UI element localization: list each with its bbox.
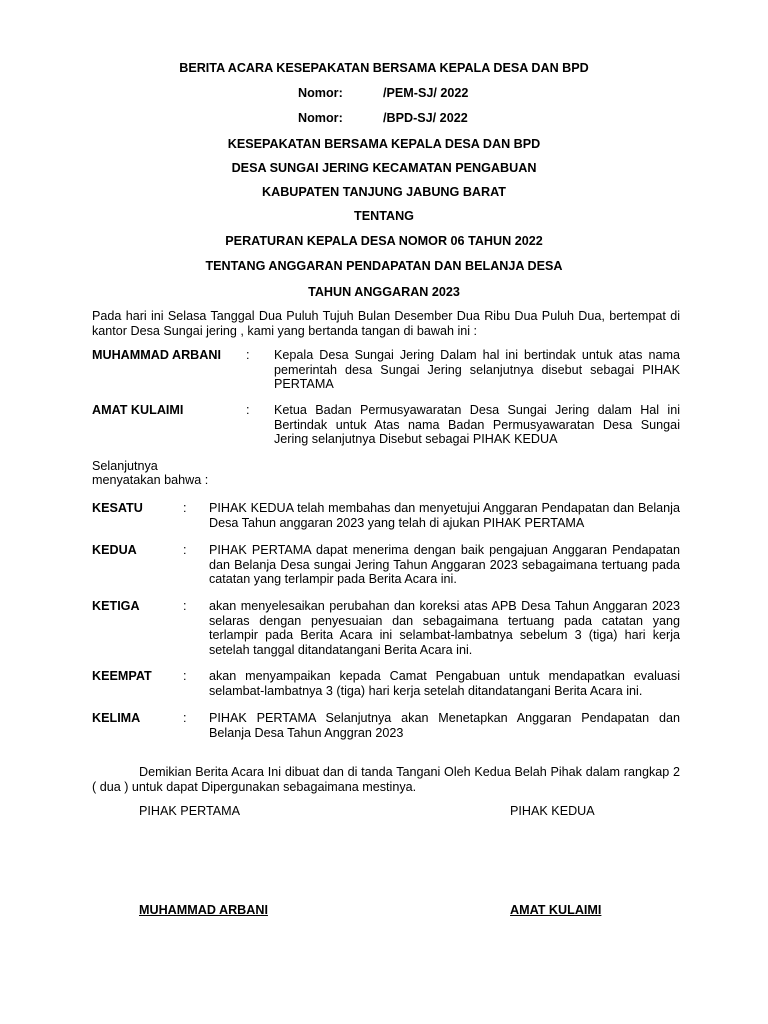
article-text-ketiga: akan menyelesaikan perubahan dan koreksi atas APB Desa Tahun Anggaran 2023 selaras dengan penyesuaian dan sebagaimana tertuang pada catatan yang terlampir pada Berita Acara ini selambat-lambatnya sebelum 3 (tiga) hari kerja setelah tanggal ditandatangani Berita Acara ini. — [209, 599, 680, 657]
article-label-kelima: KELIMA — [92, 711, 141, 725]
party-desc-first: Kepala Desa Sungai Jering Dalam hal ini bertindak untuk atas nama pemerintah desa Sungai Jering selanjutnya disebut sebagai PIHAK PERTAMA — [274, 348, 680, 391]
party-name-second: AMAT KULAIMI — [92, 403, 184, 417]
article-label-kesatu: KESATU — [92, 501, 143, 515]
header-line: DESA SUNGAI JERING KECAMATAN PENGABUAN — [231, 161, 537, 175]
article-label-kedua: KEDUA — [92, 543, 137, 557]
article-label-keempat: KEEMPAT — [92, 669, 152, 683]
transition-line-2: menyatakan bahwa : — [92, 473, 209, 487]
nomor-label-2: Nomor: — [298, 111, 343, 125]
header-line: KABUPATEN TANJUNG JABUNG BARAT — [262, 185, 506, 199]
party-desc-second: Ketua Badan Permusyawaratan Desa Sungai Jering dalam Hal ini Bertindak untuk Atas nama Badan Permusyawaratan Desa Sungai Jering selanjutnya Disebut sebagai PIHAK KEDUA — [274, 403, 680, 446]
signature-title-right: PIHAK KEDUA — [510, 804, 595, 818]
article-label-ketiga: KETIGA — [92, 599, 140, 613]
article-colon: : — [183, 501, 187, 515]
transition-line-1: Selanjutnya — [92, 459, 158, 473]
header-line: PERATURAN KEPALA DESA NOMOR 06 TAHUN 2022 — [225, 234, 543, 248]
article-text-keempat: akan menyampaikan kepada Camat Pengabuan untuk mendapatkan evaluasi selambat-lambatnya 3 (tiga) hari kerja setelah ditandatangani Berita Acara ini. — [209, 669, 680, 698]
closing-paragraph: Demikian Berita Acara Ini dibuat dan di tanda Tangani Oleh Kedua Belah Pihak dalam rangkap 2 ( dua ) untuk dapat Dipergunakan sebagaimana mestinya. — [92, 765, 680, 794]
nomor-label-1: Nomor: — [298, 86, 343, 100]
signature-name-left: MUHAMMAD ARBANI — [139, 903, 268, 917]
signature-title-left: PIHAK PERTAMA — [139, 804, 241, 818]
party-name-first: MUHAMMAD ARBANI — [92, 348, 221, 362]
article-colon: : — [183, 543, 187, 557]
nomor-value-2: /BPD-SJ/ 2022 — [383, 111, 468, 125]
article-colon: : — [183, 669, 187, 683]
article-colon: : — [183, 711, 187, 725]
header-line: TAHUN ANGGARAN 2023 — [308, 285, 460, 299]
party-colon: : — [246, 403, 250, 417]
header-line: KESEPAKATAN BERSAMA KEPALA DESA DAN BPD — [227, 137, 541, 151]
intro-paragraph: Pada hari ini Selasa Tanggal Dua Puluh Tujuh Bulan Desember Dua Ribu Dua Puluh Dua, bertempat di kantor Desa Sungai jering , kami yang bertanda tangan di bawah ini : — [92, 309, 680, 338]
party-colon: : — [246, 348, 250, 362]
article-colon: : — [183, 599, 187, 613]
article-text-kesatu: PIHAK KEDUA telah membahas dan menyetujui Anggaran Pendapatan dan Belanja Desa Tahun anggaran 2023 yang telah di ajukan PIHAK PERTAMA — [209, 501, 680, 530]
nomor-value-1: /PEM-SJ/ 2022 — [383, 86, 469, 100]
signature-name-right: AMAT KULAIMI — [510, 903, 602, 917]
document-title: BERITA ACARA KESEPAKATAN BERSAMA KEPALA DESA DAN BPD — [179, 61, 589, 75]
article-text-kelima: PIHAK PERTAMA Selanjutnya akan Menetapkan Anggaran Pendapatan dan Belanja Desa Tahun Anggran 2023 — [209, 711, 680, 740]
header-line: TENTANG — [354, 209, 414, 223]
header-line: TENTANG ANGGARAN PENDAPATAN DAN BELANJA DESA — [205, 259, 563, 273]
article-text-kedua: PIHAK PERTAMA dapat menerima dengan baik pengajuan Anggaran Pendapatan dan Belanja Desa sungai Jering Tahun Anggaran 2023 sebagaimana tertuang pada catatan yang terlampir pada Berita Acara ini. — [209, 543, 680, 586]
